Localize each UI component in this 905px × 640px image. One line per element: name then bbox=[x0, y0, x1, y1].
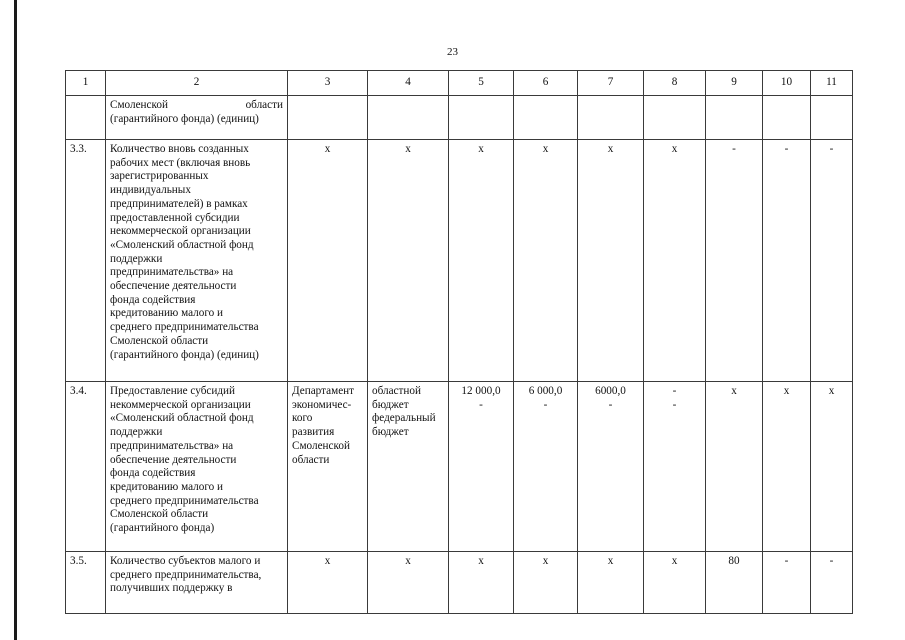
scan-edge-line bbox=[14, 0, 17, 640]
header-cell: 6 bbox=[514, 71, 578, 96]
cell: x bbox=[288, 140, 368, 382]
row-number bbox=[66, 96, 106, 140]
cell bbox=[449, 96, 514, 140]
cell: - bbox=[763, 140, 811, 382]
header-cell: 7 bbox=[578, 71, 644, 96]
header-cell: 8 bbox=[644, 71, 706, 96]
page-number: 23 bbox=[447, 46, 458, 58]
cell: x bbox=[288, 552, 368, 614]
cell bbox=[763, 96, 811, 140]
header-cell: 4 bbox=[368, 71, 449, 96]
cell: x bbox=[644, 552, 706, 614]
row-number: 3.4. bbox=[66, 382, 106, 552]
row-number: 3.5. bbox=[66, 552, 106, 614]
cell: x bbox=[368, 140, 449, 382]
row-description: Количество субъектов малого и среднего предпринимательства, получивших поддержку в bbox=[106, 552, 288, 614]
cell: x bbox=[514, 552, 578, 614]
table-row bbox=[66, 552, 853, 614]
cell: x bbox=[514, 140, 578, 382]
header-row bbox=[66, 71, 853, 96]
program-table bbox=[65, 70, 853, 614]
cell: - bbox=[763, 552, 811, 614]
row-description: Предоставление субсидий некоммерческой организации «Смоленский областной фонд поддержки предпринимательства» на обеспечение деятельности фонда содействия кредитованию малого и среднего предпринимательства Смоленской области (гарантийного фонда) bbox=[106, 382, 288, 552]
cell: - bbox=[811, 552, 853, 614]
row-description bbox=[106, 96, 288, 140]
cell: 80 bbox=[706, 552, 763, 614]
cell: - bbox=[706, 140, 763, 382]
table-row bbox=[66, 96, 853, 140]
cell: - bbox=[811, 140, 853, 382]
header-cell: 2 bbox=[106, 71, 288, 96]
cell: x bbox=[811, 382, 853, 552]
table-row bbox=[66, 140, 853, 382]
cell bbox=[288, 96, 368, 140]
header-cell: 5 bbox=[449, 71, 514, 96]
cell: x bbox=[578, 140, 644, 382]
header-cell: 11 bbox=[811, 71, 853, 96]
cell-amount: 6 000,0 - bbox=[514, 382, 578, 552]
header-cell: 10 bbox=[763, 71, 811, 96]
cell: x bbox=[763, 382, 811, 552]
table-row bbox=[66, 382, 853, 552]
description-line: Смоленской области bbox=[110, 99, 283, 111]
cell bbox=[578, 96, 644, 140]
cell: x bbox=[644, 140, 706, 382]
header-cell: 1 bbox=[66, 71, 106, 96]
header-cell: 3 bbox=[288, 71, 368, 96]
cell-amount: 6000,0 - bbox=[578, 382, 644, 552]
cell bbox=[368, 96, 449, 140]
description-line: (гарантийного фонда) (единиц) bbox=[110, 112, 259, 125]
row-number: 3.3. bbox=[66, 140, 106, 382]
cell: x bbox=[449, 140, 514, 382]
cell bbox=[514, 96, 578, 140]
cell bbox=[811, 96, 853, 140]
cell: x bbox=[368, 552, 449, 614]
cell-amount: - - bbox=[644, 382, 706, 552]
cell bbox=[644, 96, 706, 140]
cell: x bbox=[578, 552, 644, 614]
funding-source: областной бюджет федеральный бюджет bbox=[368, 382, 449, 552]
row-description: Количество вновь созданных рабочих мест (включая вновь зарегистрированных индивидуальных предпринимателей) в рамках предоставленной субсидии некоммерческой организации «Смоленский областной фонд поддержки предпринимательства» на обеспечение деятельности фонда содействия кредитованию малого и среднего предпринимательства Смоленской области (гарантийного фонда) (единиц) bbox=[106, 140, 288, 382]
cell: x bbox=[706, 382, 763, 552]
cell bbox=[706, 96, 763, 140]
cell-amount: 12 000,0 - bbox=[449, 382, 514, 552]
header-cell: 9 bbox=[706, 71, 763, 96]
cell: x bbox=[449, 552, 514, 614]
responsible-executor: Департамент экономичес- кого развития Смоленской области bbox=[288, 382, 368, 552]
